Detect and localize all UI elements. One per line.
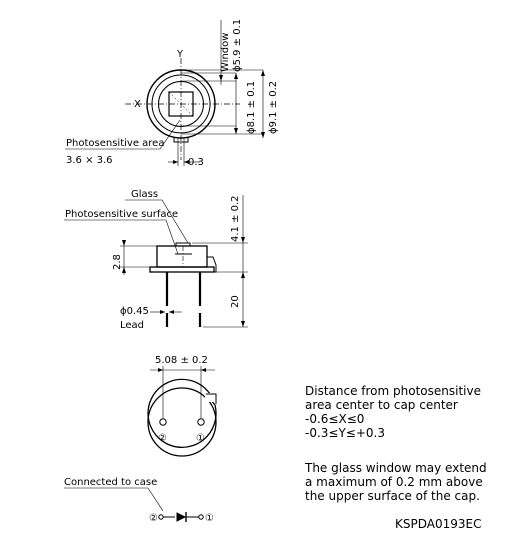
pin-2-label: ② <box>158 433 167 444</box>
distance-note-line: -0.6≤X≤0 <box>305 412 365 426</box>
glass-note-line: the upper surface of the cap. <box>305 489 480 503</box>
x-axis-label: X <box>134 99 141 110</box>
glass-note-line: a maximum of 0.2 mm above <box>305 475 483 489</box>
pin-pitch-dimension: 5.08 ± 0.2 <box>155 355 208 366</box>
lead-diameter-dimension: ϕ0.45 <box>120 306 149 317</box>
schematic-pin-2: ② <box>149 513 158 524</box>
photosensitive-area-label: Photosensitive area <box>66 138 165 149</box>
outer-diameter-dimension: ϕ9.1 ± 0.2 <box>268 80 279 134</box>
lead-label: Lead <box>120 320 145 331</box>
connected-to-case-label: Connected to case <box>64 477 158 488</box>
schematic-symbol <box>64 488 203 522</box>
inner-diameter-dimension: ϕ8.1 ± 0.1 <box>246 80 257 134</box>
distance-note-line: -0.3≤Y≤+0.3 <box>305 426 385 440</box>
schematic-pin-1: ① <box>205 513 214 524</box>
glass-note-line: The glass window may extend <box>305 461 487 475</box>
distance-note <box>305 384 515 440</box>
glass-window-note <box>305 461 520 503</box>
pin-1-label: ① <box>196 433 205 444</box>
distance-note-line: area center to cap center <box>305 398 458 412</box>
photosensitive-area-size: 3.6 × 3.6 <box>66 155 113 166</box>
y-axis-label: Y <box>177 49 184 60</box>
height-dimension: 4.1 ± 0.2 <box>230 195 241 242</box>
glass-label: Glass <box>131 189 159 200</box>
flange-dimension: 2.8 <box>112 254 123 270</box>
window-dimension: ϕ5.9 ± 0.1 <box>232 18 243 72</box>
drawing-code: KSPDA0193EC <box>395 517 482 531</box>
tab-width-dimension: 0.3 <box>188 157 204 168</box>
distance-note-line: Distance from photosensitive <box>305 384 481 398</box>
lead-length-dimension: 20 <box>230 295 241 308</box>
window-label: Window <box>220 32 231 72</box>
photosensitive-surface-label: Photosensitive surface <box>65 209 179 220</box>
